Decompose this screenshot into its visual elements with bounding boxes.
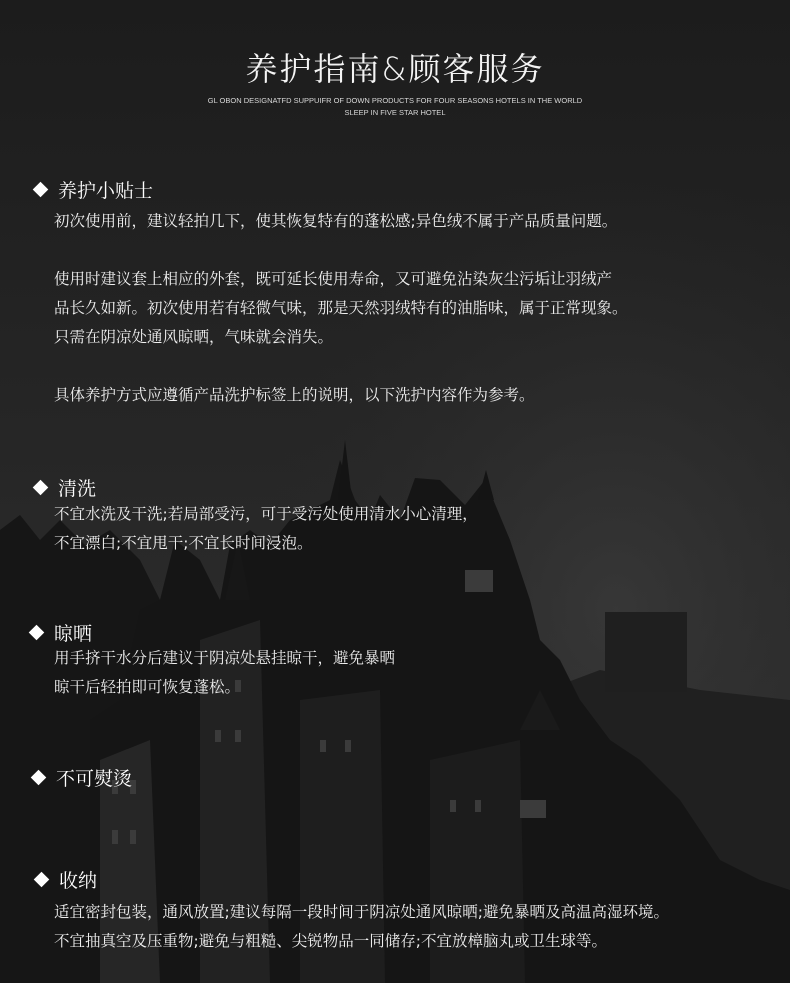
text-line: 使用时建议套上相应的外套，既可延长使用寿命，又可避免沾染灰尘污垢让羽绒产 (54, 270, 613, 288)
section-heading-label: 晾晒 (54, 623, 93, 645)
diamond-bullet-icon (33, 480, 49, 496)
section-heading-label: 不可熨烫 (56, 768, 133, 790)
page-subtitle-line-2: SLEEP IN FIVE STAR HOTEL (344, 108, 446, 117)
section-heading-care-tips (32, 176, 153, 203)
text-line: 适宜密封包装，通风放置;建议每隔一段时间于阴凉处通风晾晒;避免暴晒及高温高湿环境。 (54, 903, 669, 921)
diamond-bullet-icon (29, 625, 45, 641)
blank-line (54, 352, 628, 381)
text-line: 不宜水洗及干洗;若局部受污，可于受污处使用清水小心清理， (54, 505, 478, 523)
text-line: 具体养护方式应遵循产品洗护标签上的说明，以下洗护内容作为参考。 (54, 386, 535, 404)
section-heading-label: 收纳 (59, 870, 98, 892)
section-heading-storage (33, 866, 97, 893)
diamond-bullet-icon (31, 770, 47, 786)
text-line: 用手挤干水分后建议于阴凉处悬挂晾干，避免暴晒 (54, 649, 396, 667)
section-heading-no-ironing (30, 764, 132, 791)
section-heading-washing (32, 474, 96, 501)
storage-text (54, 898, 669, 956)
text-line: 只需在阴凉处通风晾晒，气味就会消失。 (54, 328, 334, 346)
washing-text (54, 500, 478, 558)
care-tips-text (54, 207, 628, 410)
diamond-bullet-icon (33, 182, 49, 198)
text-line: 不宜漂白;不宜甩干;不宜长时间浸泡。 (54, 534, 313, 552)
text-line: 品长久如新。初次使用若有轻微气味，那是天然羽绒特有的油脂味，属于正常现象。 (54, 299, 628, 317)
drying-text (54, 644, 395, 702)
section-heading-drying (28, 619, 92, 646)
section-heading-label: 养护小贴士 (58, 180, 154, 202)
text-line: 初次使用前，建议轻拍几下，使其恢复特有的蓬松感;异色绒不属于产品质量问题。 (54, 212, 618, 230)
text-line: 晾干后轻拍即可恢复蓬松。 (54, 678, 241, 696)
text-line: 不宜抽真空及压重物;避免与粗糙、尖锐物品一同储存;不宜放樟脑丸或卫生球等。 (54, 932, 607, 950)
section-heading-label: 清洗 (58, 478, 97, 500)
blank-line (54, 236, 628, 265)
diamond-bullet-icon (34, 872, 50, 888)
page-subtitle-line-1: GL OBON DESIGNATFD SUPPUIFR OF DOWN PRODUCTS FOR FOUR SEASONS HOTELS IN THE WORLD (207, 96, 583, 105)
page-title: 养护指南&顾客服务 (245, 50, 545, 88)
